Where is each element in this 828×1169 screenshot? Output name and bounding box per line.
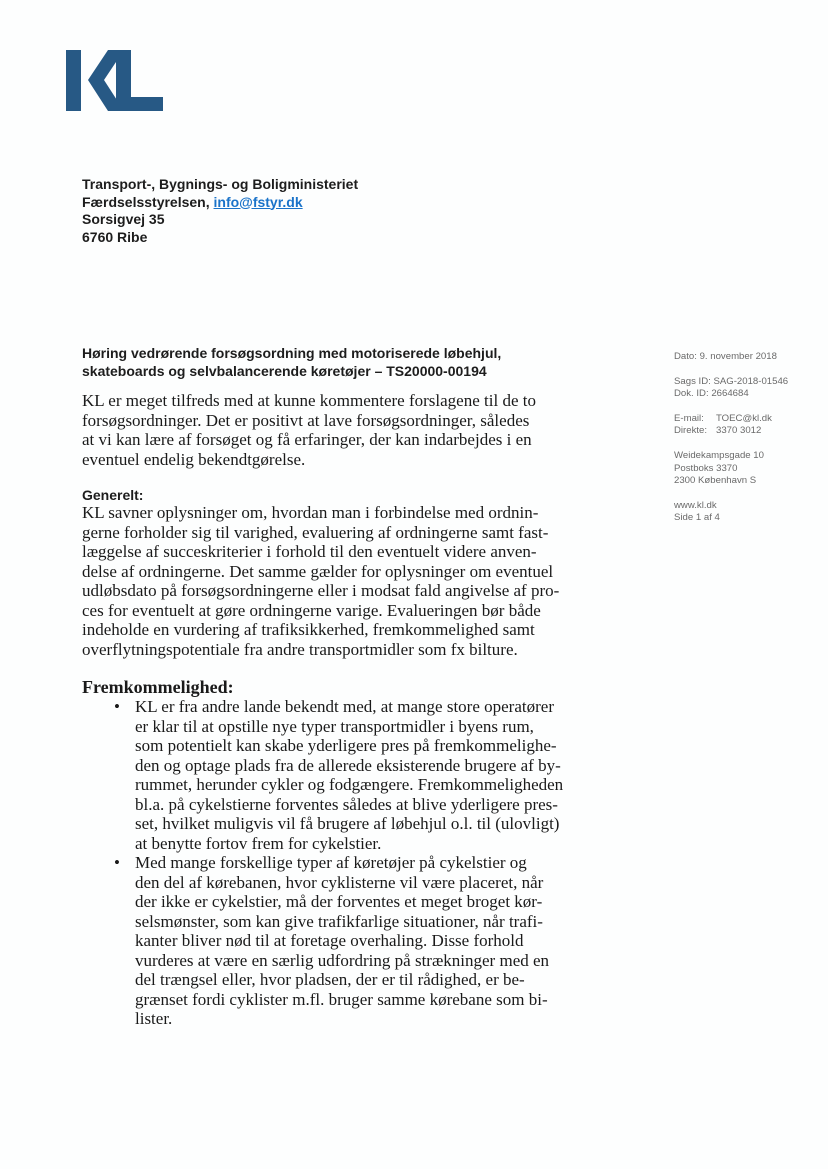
text-line: grænset fordi cyklister m.fl. bruger samme kørebane som bi- xyxy=(135,989,548,1009)
recipient-agency xyxy=(82,194,358,212)
pobox: Postboks 3370 xyxy=(674,462,738,474)
bullet-item xyxy=(135,697,563,853)
general-paragraph xyxy=(82,503,559,659)
subject-line: Høring vedrørende forsøgsordning med motoriserede løbehjul, xyxy=(82,345,502,361)
section-heading-general: Generelt: xyxy=(82,487,144,503)
text-line: er klar til at opstille nye typer transportmidler i byens rum, xyxy=(135,716,534,736)
text-line: at benytte fortov frem for cykelstier. xyxy=(135,833,382,853)
recipient-address xyxy=(82,176,358,246)
text-line: læggelse af succeskriterier i forhold til den eventuelt videre anven- xyxy=(82,542,537,561)
recipient-city: 6760 Ribe xyxy=(82,228,148,245)
text-line: som potentielt kan skabe yderligere pres på fremkommelighe- xyxy=(135,736,557,755)
text-line: selsmønster, som kan give trafikfarlige situationer, når trafi- xyxy=(135,911,543,931)
recipient-ministry: Transport-, Bygnings- og Boligministeriet xyxy=(82,176,359,192)
text-line: kanter bliver nød til at foretage overhaling. Disse forhold xyxy=(135,931,524,950)
text-line: delse af ordningerne. Det samme gælder for oplysninger om eventuel xyxy=(82,561,554,581)
page-number: Side 1 af 4 xyxy=(674,512,720,524)
bullet-icon: • xyxy=(114,697,120,716)
text-line: den del af kørebanen, hvor cyklisterne vil være placeret, når xyxy=(135,872,544,892)
text-line: vurderes at være en særlig udfordring på strækninger med en xyxy=(135,950,550,970)
doc-id: Dok. ID: 2664684 xyxy=(674,388,749,400)
text-line: KL er meget tilfreds med at kunne kommentere forslagene til de to xyxy=(82,391,536,410)
text-line: bl.a. på cykelstierne forventes således at blive yderligere pres- xyxy=(135,794,558,814)
phone-label: Direkte: xyxy=(674,425,708,437)
phone-value: 3370 3012 xyxy=(716,425,762,437)
city: 2300 København S xyxy=(674,475,757,487)
street: Weidekampsgade 10 xyxy=(674,449,764,461)
intro-paragraph xyxy=(82,391,536,469)
text-line: set, hvilket muligvis vil få brugere af løbehjul o.l. til (ulovligt) xyxy=(135,814,560,833)
text-line: lister. xyxy=(135,1009,173,1028)
sidebar-info xyxy=(674,351,788,525)
text-line: KL savner oplysninger om, hvordan man i forbindelse med ordnin- xyxy=(82,503,539,522)
email-label: E-mail: xyxy=(674,412,704,424)
text-line: gerne forholder sig til varighed, evaluering af ordningerne samt fast- xyxy=(82,522,549,542)
date: Dato: 9. november 2018 xyxy=(674,351,777,362)
text-line: ces for eventuelt at gøre ordningerne varige. Evalueringen bør både xyxy=(82,600,541,620)
subject-heading xyxy=(82,344,501,380)
bullet-item xyxy=(135,853,549,1029)
text-line: Med mange forskellige typer af køretøjer på cykelstier og xyxy=(135,853,527,872)
text-line: den og optage plads fra de allerede eksisterende brugere af by- xyxy=(135,755,561,775)
kl-logo xyxy=(66,50,164,112)
contact-email xyxy=(674,413,788,426)
agency-name: Færdselsstyrelsen, xyxy=(82,193,214,210)
text-line: indeholde en vurdering af trafiksikkerhed, fremkommelighed samt xyxy=(82,620,535,639)
email-value: TOEC@kl.dk xyxy=(716,412,772,424)
section-heading-accessibility: Fremkommelighed: xyxy=(82,677,234,697)
case-id: Sags ID: SAG-2018-01546 xyxy=(674,375,789,387)
bullet-icon: • xyxy=(114,853,120,872)
website: www.kl.dk xyxy=(674,499,717,511)
recipient-email-link[interactable]: info@fstyr.dk xyxy=(213,193,303,210)
text-line: rummet, herunder cykler og fodgængere. Fremkommeligheden xyxy=(135,775,564,794)
text-line: overflytningspotentiale fra andre transportmidler som fx bilture. xyxy=(82,639,518,659)
text-line: der ikke er cykelstier, må der forventes et meget broget kør- xyxy=(135,892,543,911)
text-line: KL er fra andre lande bekendt med, at mange store operatører xyxy=(135,697,554,716)
text-line: udløbsdato på forsøgsordningerne eller i modsat fald angivelse af pro- xyxy=(82,581,560,600)
text-line: eventuel endelig bekendtgørelse. xyxy=(82,449,306,469)
recipient-street: Sorsigvej 35 xyxy=(82,211,165,227)
subject-line: skateboards og selvbalancerende køretøjer – TS20000-00194 xyxy=(82,363,487,379)
text-line: del trængsel eller, hvor pladsen, der er til rådighed, er be- xyxy=(135,970,525,989)
contact-phone xyxy=(674,425,788,438)
text-line: forsøgsordninger. Det er positivt at lave forsøgsordninger, således xyxy=(82,410,530,430)
text-line: at vi kan lære af forsøget og få erfaringer, der kan indarbejdes i en xyxy=(82,430,532,449)
